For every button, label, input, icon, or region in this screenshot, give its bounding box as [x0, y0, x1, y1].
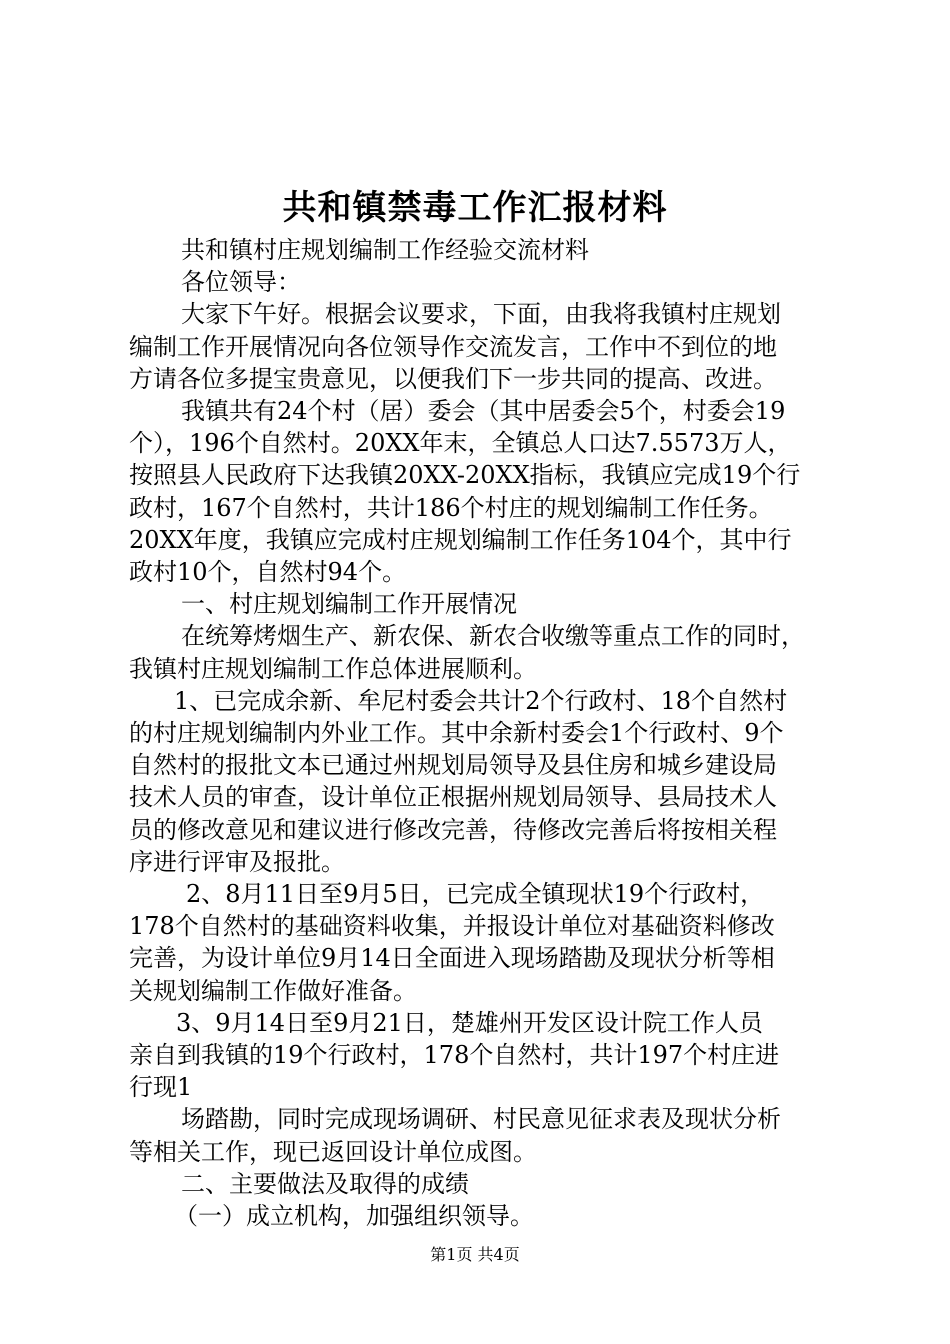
paragraph-line: 1、已完成余新、牟尼村委会共计2个行政村、18个自然村 [174, 686, 788, 715]
paragraph-line: 行现1 [129, 1073, 193, 1102]
paragraph-line: 完善，为设计单位9月14日全面进入现场踏勘及现状分析等相 [129, 944, 775, 973]
paragraph-line: 2、8月11日至9月5日，已完成全镇现状19个行政村， [186, 880, 765, 909]
paragraph-line: 个），196个自然村。20XX年末，全镇总人口达7.5573万人， [129, 429, 792, 458]
paragraph-line: 共和镇村庄规划编制工作经验交流材料 [181, 236, 589, 264]
paragraph-line: 技术人员的审查，设计单位正根据州规划局领导、县局技术人 [129, 783, 777, 812]
paragraph-line: 大家下午好。根据会议要求，下面，由我将我镇村庄规划 [181, 300, 781, 329]
section-heading: 二、主要做法及取得的成绩 [181, 1169, 469, 1198]
subsection-heading: （一）成立机构，加强组织领导。 [174, 1202, 534, 1231]
paragraph-line: 178个自然村的基础资料收集，并报设计单位对基础资料修改 [129, 912, 775, 941]
section-heading: 一、村庄规划编制工作开展情况 [181, 590, 517, 619]
paragraph-line: 各位领导： [181, 268, 301, 297]
paragraph-line: 3、9月14日至9月21日，楚雄州开发区设计院工作人员 [176, 1008, 763, 1037]
paragraph-line: 在统筹烤烟生产、新农保、新农合收缴等重点工作的同时， [181, 622, 805, 651]
paragraph-line: 的村庄规划编制内外业工作。其中余新村委会1个行政村、9个 [129, 719, 784, 748]
paragraph-line: 政村10个，自然村94个。 [129, 558, 407, 587]
document-title: 共和镇禁毒工作汇报材料 [282, 188, 668, 228]
paragraph-line: 政村，167个自然村，共计186个村庄的规划编制工作任务。 [129, 493, 773, 522]
paragraph-line: 亲自到我镇的19个行政村，178个自然村，共计197个村庄进 [129, 1041, 780, 1070]
paragraph-line: 20XX年度，我镇应完成村庄规划编制工作任务104个，其中行 [129, 525, 792, 554]
paragraph-line: 场踏勘，同时完成现场调研、村民意见征求表及现状分析 [181, 1105, 781, 1134]
paragraph-line: 我镇共有24个村（居）委会（其中居委会5个，村委会19 [181, 397, 786, 426]
page-footer: 第1页 共4页 [430, 1245, 520, 1264]
paragraph-line: 编制工作开展情况向各位领导作交流发言，工作中不到位的地 [129, 332, 777, 361]
paragraph-line: 按照县人民政府下达我镇20XX-20XX指标，我镇应完成19个行 [129, 461, 801, 490]
paragraph-line: 方请各位多提宝贵意见，以便我们下一步共同的提高、改进。 [129, 364, 777, 393]
paragraph-line: 序进行评审及报批。 [129, 847, 345, 876]
paragraph-line: 等相关工作，现已返回设计单位成图。 [129, 1137, 537, 1166]
document-body [129, 234, 833, 1232]
paragraph-line: 关规划编制工作做好准备。 [129, 976, 417, 1005]
paragraph-line: 我镇村庄规划编制工作总体进展顺利。 [129, 654, 537, 683]
paragraph-line: 员的修改意见和建议进行修改完善，待修改完善后将按相关程 [129, 815, 777, 844]
paragraph-line: 自然村的报批文本已通过州规划局领导及县住房和城乡建设局 [129, 751, 777, 780]
